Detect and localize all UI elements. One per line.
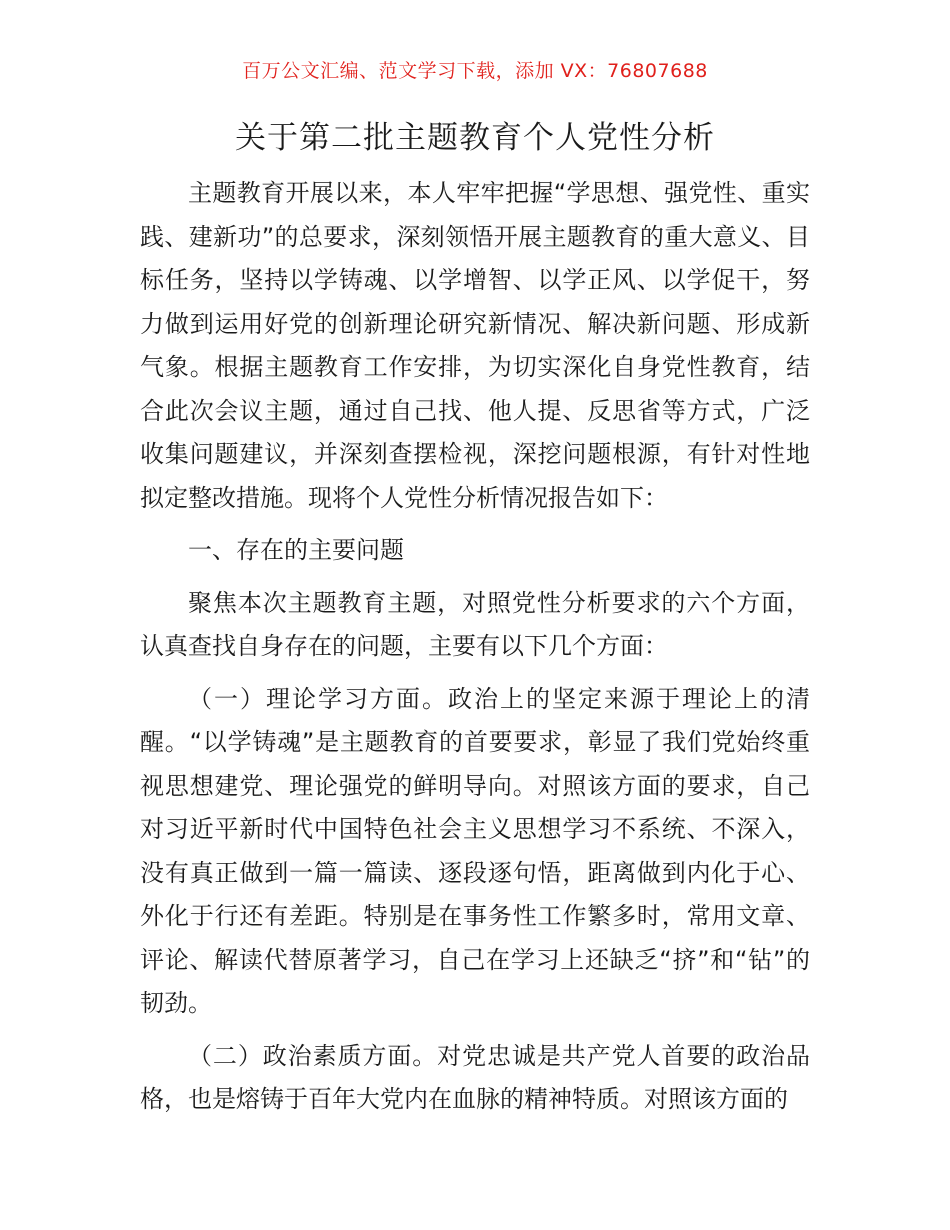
paragraph-political-quality: （二）政治素质方面。对党忠诚是共产党人首要的政治品格，也是熔铸于百年大党内在血脉的精神特质。对照该方面的 <box>140 1041 810 1113</box>
document-title: 关于第二批主题教育个人党性分析 <box>235 120 715 156</box>
section-heading-main-problems: 一、存在的主要问题 <box>188 536 404 564</box>
watermark-header: 百万公文汇编、范文学习下载，添加 VX：76807688 <box>242 60 708 82</box>
paragraph-theory-study: （一）理论学习方面。政治上的坚定来源于理论上的清醒。“以学铸魂”是主题教育的首要要求，彰显了我们党始终重视思想建党、理论强党的鲜明导向。对照该方面的要求，自己对习近平新时代中国特色社会主义思想学习不系统、不深入，没有真正做到一篇一篇读、逐段逐句悟，距离做到内化于心、外化于行还有差距。特别是在事务性工作繁多时，常用文章、评论、解读代替原著学习，自己在学习上还缺乏“挤”和“钻”的韧劲。 <box>140 684 810 1017</box>
paragraph-intro: 主题教育开展以来，本人牢牢把握“学思想、强党性、重实践、建新功”的总要求，深刻领悟开展主题教育的重大意义、目标任务，坚持以学铸魂、以学增智、以学正风、以学促干，努力做到运用好党的创新理论研究新情况、解决新问题、形成新气象。根据主题教育工作安排，为切实深化自身党性教育，结合此次会议主题，通过自己找、他人提、反思省等方式，广泛收集问题建议，并深刻查摆检视，深挖问题根源，有针对性地拟定整改措施。现将个人党性分析情况报告如下： <box>140 179 810 512</box>
document-body <box>140 172 810 1122</box>
paragraph-problems-overview: 聚焦本次主题教育主题，对照党性分析要求的六个方面，认真查找自身存在的问题，主要有以下几个方面： <box>140 588 810 660</box>
